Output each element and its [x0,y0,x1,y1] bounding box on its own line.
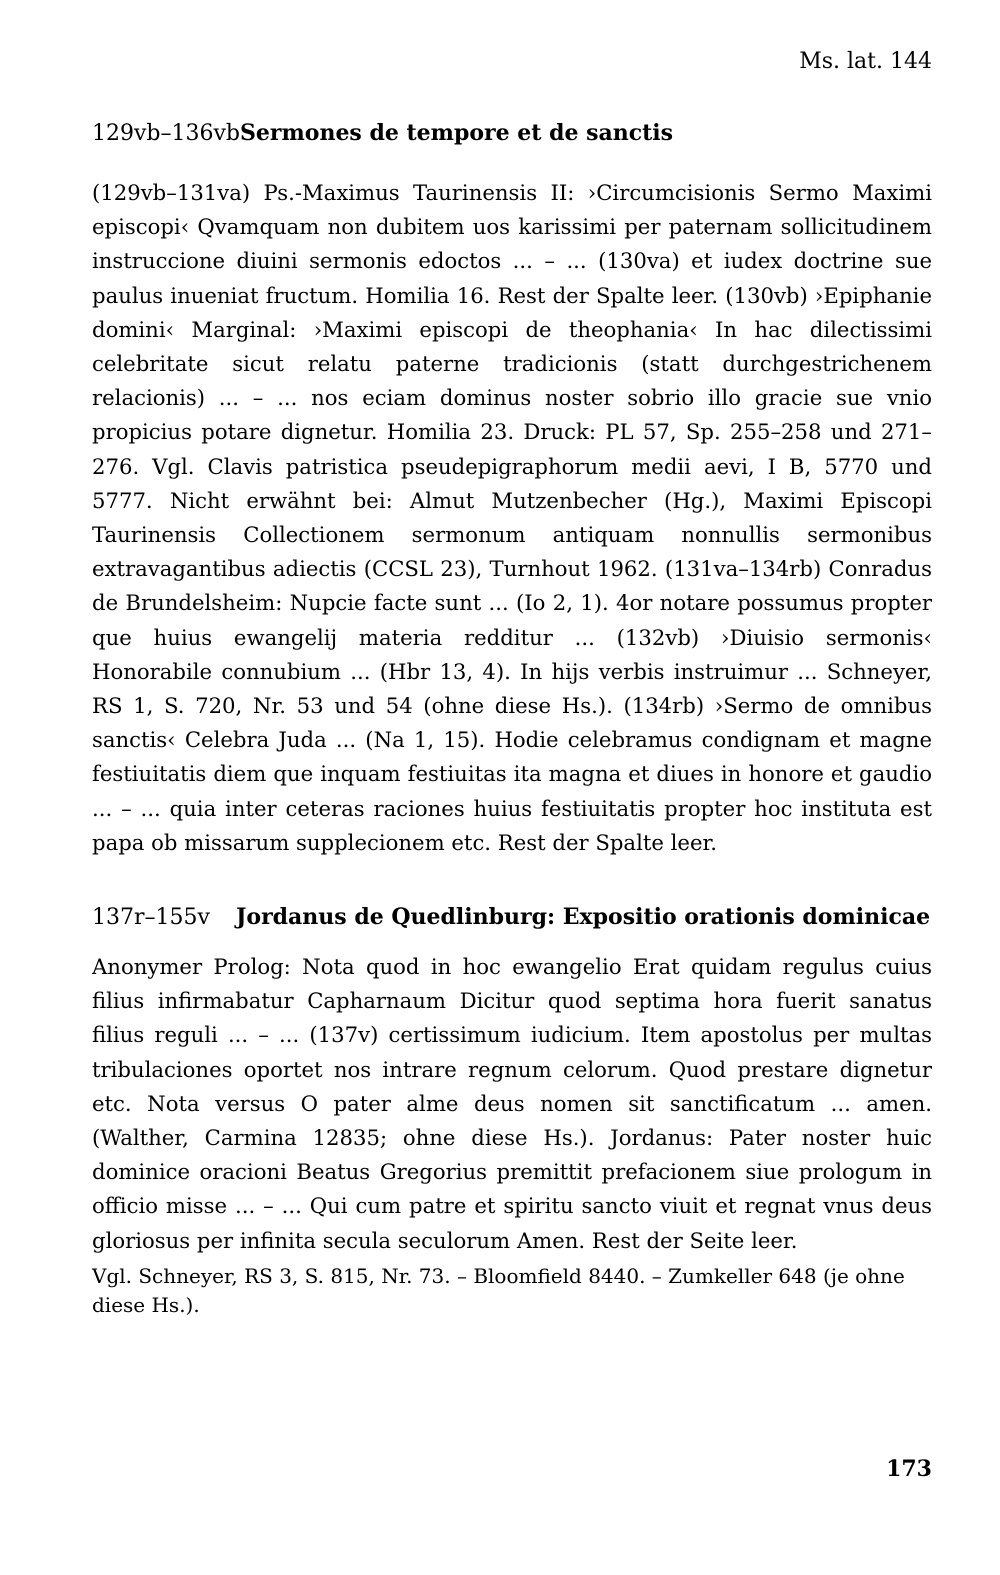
entry-heading-sermones [92,118,932,149]
entry-title: Sermones de tempore et de sanctis [240,120,674,146]
entry-body: Anonymer Prolog: Nota quod in hoc ewangelio Erat quidam regulus cuius filius infirmabatur Capharnaum Dicitur quod septima hora fuerit sanatus filius reguli ... – ... (137v) certissimum iudicium. Item apostolus per multas tribulaciones oportet nos intrare regnum celorum. Quod prestare dignetur etc. Nota versus O pater alme deus nomen sit sanctificatum ... amen. (Walther, Carmina 12835; ohne diese Hs.). Jordanus: Pater noster huic dominice oracioni Beatus Gregorius premittit prefacionem siue prologum in officio misse ... – ... Qui cum patre et spiritu sancto viuit et regnat vnus deus gloriosus per infinita secula seculorum Amen. Rest der Seite leer. [92,954,932,1253]
entry-heading-jordanus [92,902,932,933]
literature-note: Vgl. Schneyer, RS 3, S. 815, Nr. 73. – Bloomfield 8440. – Zumkeller 648 (je ohne diese Hs.). [92,1264,905,1317]
folio-range: 129vb–136vb [92,121,241,146]
entry-title: Jordanus de Quedlinburg: Expositio orationis dominicae [236,904,931,930]
entry-body: (129vb–131va) Ps.-Maximus Taurinensis II: ›Circumcisionis Sermo Maximi episcopi‹ Qvamquam non dubitem uos karissimi per paternam sollicitudinem instruccione diuini sermonis edoctos ... – ... (130va) et iudex doctrine sue paulus inueniat fructum. Homilia 16. Rest der Spalte leer. (130vb) ›Epiphanie domini‹ Marginal: ›Maximi episcopi de theophania‹ In hac dilectissimi celebritate sicut relatu paterne tradicionis (statt durchgestrichenem relacionis) ... – ... nos eciam dominus noster sobrio illo gracie sue vnio propicius potare dignetur. Homilia 23. Druck: PL 57, Sp. 255–258 und 271–276. Vgl. Clavis patristica pseudepigraphorum medii aevi, I B, 5770 und 5777. Nicht erwähnt bei: Almut Mutzenbecher (Hg.), Maximi Episcopi Taurinensis Collectionem sermonum antiquam nonnullis sermonibus extravagantibus adiectis (CCSL 23), Turnhout 1962. (131va–134rb) Conradus de Brundelsheim: Nupcie facte sunt ... (Io 2, 1). 4or notare possumus propter que huius ewangelij materia redditur ... (132vb) ›Diuisio sermonis‹ Honorabile connubium ... (Hbr 13, 4). In hijs verbis instruimur ... Schneyer, RS 1, S. 720, Nr. 53 und 54 (ohne diese Hs.). (134rb) ›Sermo de omnibus sanctis‹ Celebra Juda ... (Na 1, 15). Hodie celebramus condignam et magne festiuitatis diem que inquam festiuitas ita magna et diues in honore et gaudio ... – ... quia inter ceteras raciones huius festiuitatis propter hoc instituta est papa ob missarum supplecionem etc. Rest der Spalte leer. [92,180,932,855]
entry-description-sermones [92,176,932,860]
folio-range: 137r–155v [92,905,210,930]
entry-description-jordanus [92,950,932,1258]
running-header: Ms. lat. 144 [799,49,932,74]
page-number: 173 [886,1456,932,1482]
